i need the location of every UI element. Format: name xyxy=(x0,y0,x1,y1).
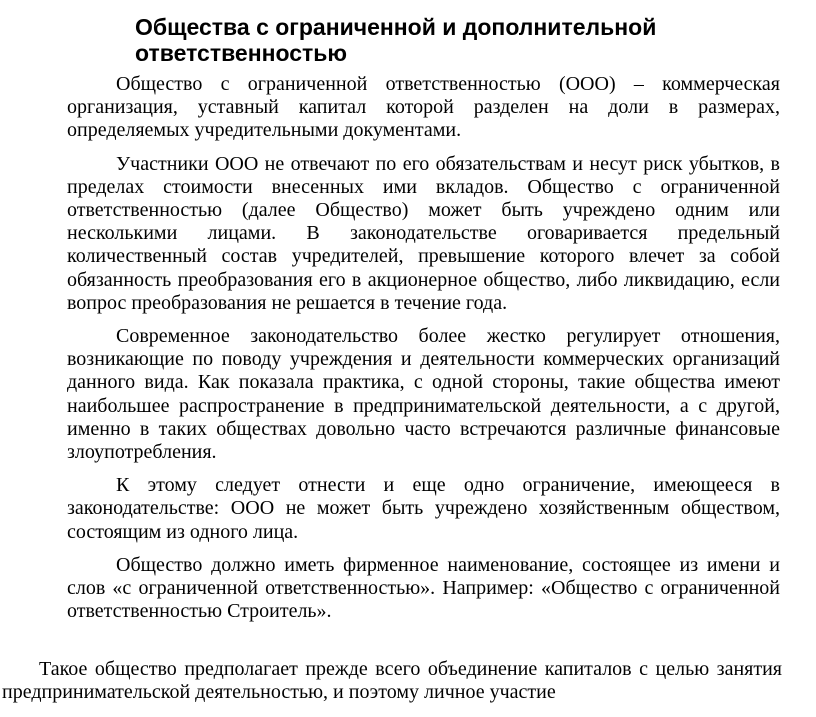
paragraph: Участники ООО не отвечают по его обязательствам и несут риск убытков, в пределах стоимости внесенных ими вкладов. Общество с ограниченной ответственностью (далее Общество) может быть учреждено одним или несколькими лицами. В законодательстве оговаривается предельный количественный состав учредителей, превышение которого влечет за собой обязанность преобразования его в акционерное общество, либо ликвидацию, если вопрос преобразования не решается в течение года. xyxy=(67,152,780,314)
paragraph: Современное законодательство более жестко регулирует отношения, возникающие по поводу учреждения и деятельности коммерческих организаций данного вида. Как показала практика, с одной стороны, такие общества имеют наибольшее распространение в предпринимательской деятельности, а с другой, именно в таких обществах довольно часто встречаются различные финансовые злоупотребления. xyxy=(67,325,780,464)
paragraph: Общество должно иметь фирменное наименование, состоящее из имени и слов «с ограниченной ответственностью». Например: «Общество с ограниченной ответственностью Строитель». xyxy=(67,553,780,623)
document-body xyxy=(67,73,780,633)
paragraph: Общество с ограниченной ответственностью (ООО) – коммерческая организация, уставный капитал которой разделен на доли в размерах, определяемых учредительными документами. xyxy=(67,73,780,142)
paragraph: К этому следует отнести и еще одно ограничение, имеющееся в законодательстве: ООО не может быть учреждено хозяйственным обществом, состоящим из одного лица. xyxy=(67,474,780,543)
paragraph-continued: Такое общество предполагает прежде всего объединение капиталов с целью занятия предпринимательской деятельностью, и поэтому личное участие xyxy=(2,658,782,704)
document-title: Общества с ограниченной и дополнительной ответственностью xyxy=(135,14,657,66)
